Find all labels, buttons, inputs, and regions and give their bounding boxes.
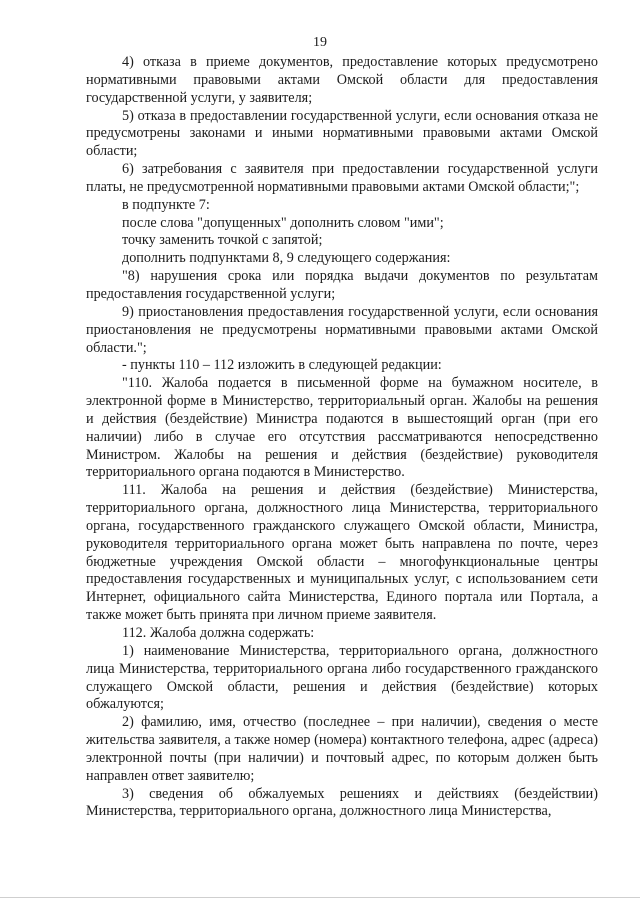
paragraph-amendment-add: дополнить подпунктами 8, 9 следующего содержания: bbox=[122, 250, 451, 267]
paragraph-point-112-item-3: 3) сведения об обжалуемых решениях и действиях (бездействии) Министерства, территориального органа, должностного лица Министерства, bbox=[86, 785, 598, 820]
paragraph-subpoint-7: в подпункте 7: bbox=[122, 196, 210, 213]
paragraph-item-6: 6) затребования с заявителя при предоставлении государственной услуги платы, не предусмотренной нормативными правовыми актами Омской области;"; bbox=[86, 161, 598, 195]
paragraph-item-5: 5) отказа в предоставлении государственной услуги, если основания отказа не предусмотрены законами и иными нормативными правовыми актами Омской области; bbox=[86, 107, 598, 160]
paragraph-amendment-punctuation: точку заменить точкой с запятой; bbox=[122, 232, 323, 249]
page-bottom-edge bbox=[0, 897, 640, 898]
paragraph-item-4: 4) отказа в приеме документов, предоставление которых предусмотрено нормативными правовыми актами Омской области для предоставления государственной услуги, у заявителя; bbox=[86, 54, 598, 106]
paragraph-points-110-112: - пункты 110 – 112 изложить в следующей редакции: bbox=[122, 357, 442, 374]
paragraph-point-112-item-1: 1) наименование Министерства, территориального органа, должностного лица Министерства, территориального органа либо государственного гражданского служащего Омской области, решения и действия (бездействие) которых обжалуются; bbox=[86, 642, 598, 713]
paragraph-point-111: 111. Жалоба на решения и действия (бездействие) Министерства, территориального органа, должностного лица Министерства, территориального органа, государственного гражданского служащего Омской области, Министра, руководителя территориального органа может быть направлена по почте, через бюджетные учреждения Омской области – многофункциональные центры предоставления государственных и муниципальных услуг, с использованием сети Интернет, официального сайта Министерства, Единого портала или Портала, а также может быть принята при личном приеме заявителя. bbox=[86, 482, 598, 624]
paragraph-item-8: "8) нарушения срока или порядка выдачи документов по результатам предоставления государственной услуги; bbox=[86, 268, 598, 302]
document-body bbox=[86, 54, 598, 821]
paragraph-item-9: 9) приостановления предоставления государственной услуги, если основания приостановления не предусмотрены нормативными правовыми актами Омской области."; bbox=[86, 303, 598, 356]
paragraph-point-112: 112. Жалоба должна содержать: bbox=[122, 625, 315, 641]
paragraph-point-110: "110. Жалоба подается в письменной форме на бумажном носителе, в электронной форме в Министерство, территориальный орган. Жалобы на решения и действия (бездействие) Министра подаются в вышестоящий орган (при его наличии) либо в случае его отсутствия рассматриваются непосредственно Министром. Жалобы на решения и действия (бездействие) руководителя территориального органа подаются в Министерство. bbox=[86, 375, 598, 481]
paragraph-amendment-word: после слова "допущенных" дополнить словом "ими"; bbox=[122, 214, 444, 231]
page-number: 19 bbox=[313, 35, 327, 50]
paragraph-point-112-item-2: 2) фамилию, имя, отчество (последнее – при наличии), сведения о месте жительства заявителя, а также номер (номера) контактного телефона, адрес (адреса) электронной почты (при наличии) и почтовый адрес, по которым должен быть направлен ответ заявителю; bbox=[86, 714, 598, 784]
